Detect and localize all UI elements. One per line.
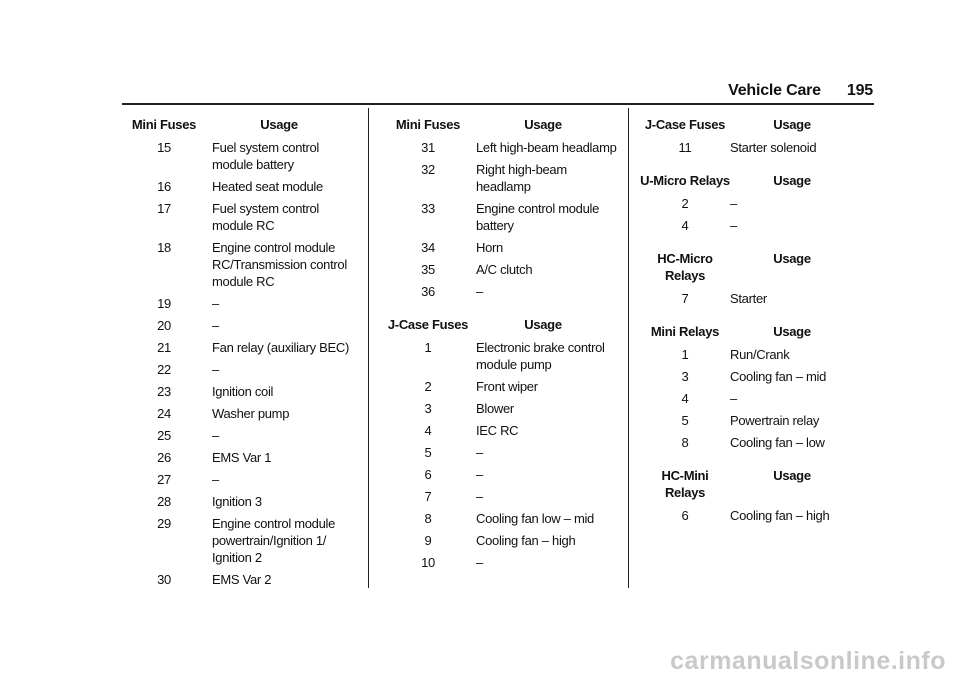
header-number-label: U-Micro Relays [640,173,730,188]
table-row [640,434,870,451]
fuse-number: 8 [681,435,689,450]
fuse-number: 2 [681,196,689,211]
fuse-usage: – [212,318,219,333]
fuse-table [640,467,870,524]
fuse-usage: – [476,284,483,299]
fuse-number: 7 [681,291,689,306]
fuse-usage: Engine control module powertrain/Ignition 1/ Ignition 2 [212,516,336,565]
table-row [380,239,620,256]
fuse-usage: EMS Var 2 [212,572,272,587]
header-usage-label: Usage [773,251,811,266]
table-row [116,239,356,290]
fuse-number: 1 [681,347,689,362]
fuse-usage: Fan relay (auxiliary BEC) [212,340,349,355]
table-header [380,116,620,133]
column-1 [116,116,356,604]
fuse-number: 30 [157,572,171,587]
table-row [380,422,620,439]
fuse-number: 29 [157,516,171,531]
fuse-usage: – [730,218,737,233]
header-usage-label: Usage [524,117,562,132]
fuse-number: 11 [678,140,692,155]
fuse-number: 24 [157,406,171,421]
table-row [640,346,870,363]
table-row [380,466,620,483]
fuse-usage: – [476,555,483,570]
header-number-label: J-Case Fuses [644,117,726,132]
fuse-usage: Engine control module RC/Transmission control module RC [212,240,347,289]
fuse-number: 5 [424,445,432,460]
fuse-usage: Ignition coil [212,384,274,399]
header-usage-label: Usage [773,117,811,132]
table-row [640,368,870,385]
table-row [116,178,356,195]
fuse-number: 6 [681,508,689,523]
fuse-usage: Cooling fan low – mid [476,511,594,526]
fuse-table [640,250,870,307]
fuse-usage: Engine control module battery [476,201,600,233]
header-number-label: Mini Fuses [131,117,197,132]
fuse-number: 4 [681,391,689,406]
page-header [728,82,873,100]
fuse-usage: – [476,445,483,460]
fuse-table [640,323,870,451]
header-number-label: Mini Fuses [395,117,461,132]
fuse-table [640,116,870,156]
fuse-usage: Washer pump [212,406,290,421]
fuse-usage: Left high-beam headlamp [476,140,617,155]
table-row [640,412,870,429]
fuse-number: 15 [157,140,171,155]
fuse-number: 28 [157,494,171,509]
header-usage-label: Usage [773,173,811,188]
header-number-label: J-Case Fuses [387,317,469,332]
table-row [116,383,356,400]
fuse-number: 3 [681,369,689,384]
fuse-number: 36 [421,284,435,299]
fuse-number: 1 [424,340,432,355]
header-usage-label: Usage [773,324,811,339]
column-divider-2 [628,108,629,588]
table-header [116,116,356,133]
fuse-usage: IEC RC [476,423,519,438]
fuse-usage: Run/Crank [730,347,790,362]
header-usage-label: Usage [260,117,298,132]
fuse-table [380,316,620,571]
header-number-label: HC-Mini Relays [661,468,709,500]
fuse-number: 3 [424,401,432,416]
fuse-number: 22 [157,362,171,377]
table-header [640,172,870,189]
table-row [116,139,356,173]
fuse-usage: – [212,472,219,487]
table-row [116,515,356,566]
table-row [116,200,356,234]
fuse-number: 33 [421,201,435,216]
fuse-usage: A/C clutch [476,262,533,277]
fuse-usage: Powertrain relay [730,413,820,428]
fuse-usage: Electronic brake control module pump [476,340,605,372]
table-row [380,554,620,571]
fuse-usage: Cooling fan – low [730,435,825,450]
table-row [380,532,620,549]
table-row [380,261,620,278]
fuse-number: 23 [157,384,171,399]
table-header [640,250,870,284]
fuse-usage: Heated seat module [212,179,323,194]
fuse-number: 26 [157,450,171,465]
table-row [116,317,356,334]
fuse-usage: EMS Var 1 [212,450,272,465]
table-row [640,507,870,524]
fuse-number: 32 [421,162,435,177]
fuse-usage: – [730,391,737,406]
column-divider-1 [368,108,369,588]
table-row [116,571,356,588]
fuse-usage: Front wiper [476,379,538,394]
fuse-usage: – [212,296,219,311]
column-3 [640,116,870,540]
table-row [116,295,356,312]
fuse-number: 19 [157,296,171,311]
fuse-number: 2 [424,379,432,394]
column-2 [380,116,620,587]
table-row [116,427,356,444]
fuse-table [380,116,620,300]
table-header [640,323,870,340]
fuse-number: 8 [424,511,432,526]
fuse-usage: Right high-beam headlamp [476,162,567,194]
section-title: Vehicle Care [728,82,821,99]
fuse-number: 35 [421,262,435,277]
table-row [116,361,356,378]
table-row [116,471,356,488]
header-rule [122,103,874,105]
fuse-number: 31 [421,140,435,155]
fuse-number: 21 [157,340,171,355]
fuse-usage: Blower [476,401,514,416]
fuse-number: 16 [157,179,171,194]
page-number: 195 [846,82,873,99]
fuse-usage: Fuel system control module RC [212,201,320,233]
table-row [640,217,870,234]
table-row [116,339,356,356]
table-header [640,467,870,501]
fuse-usage: Horn [476,240,503,255]
fuse-usage: Ignition 3 [212,494,262,509]
fuse-number: 5 [681,413,689,428]
fuse-usage: Cooling fan – mid [730,369,827,384]
header-number-label: HC-Micro Relays [657,251,713,283]
fuse-usage: Starter [730,291,767,306]
fuse-usage: – [212,428,219,443]
table-row [380,339,620,373]
fuse-number: 34 [421,240,435,255]
table-row [380,400,620,417]
table-row [380,488,620,505]
table-row [116,405,356,422]
watermark: carmanualsonline.info [670,647,946,675]
fuse-usage: – [730,196,737,211]
fuse-number: 27 [157,472,171,487]
table-row [380,283,620,300]
fuse-table [116,116,356,588]
fuse-number: 4 [681,218,689,233]
header-usage-label: Usage [524,317,562,332]
table-row [380,444,620,461]
fuse-number: 20 [157,318,171,333]
table-row [380,378,620,395]
fuse-number: 6 [424,467,432,482]
table-row [640,139,870,156]
fuse-usage: Cooling fan – high [730,508,830,523]
fuse-usage: – [476,467,483,482]
fuse-usage: Starter solenoid [730,140,817,155]
table-row [116,449,356,466]
fuse-table [640,172,870,234]
fuse-number: 9 [424,533,432,548]
table-row [640,390,870,407]
fuse-usage: Fuel system control module battery [212,140,320,172]
header-number-label: Mini Relays [650,324,720,339]
table-row [116,493,356,510]
fuse-number: 18 [157,240,171,255]
fuse-usage: – [212,362,219,377]
fuse-number: 17 [157,201,171,216]
table-header [640,116,870,133]
fuse-usage: Cooling fan – high [476,533,576,548]
header-usage-label: Usage [773,468,811,483]
fuse-number: 10 [421,555,435,570]
table-row [380,139,620,156]
table-row [380,510,620,527]
fuse-number: 7 [424,489,432,504]
table-row [640,290,870,307]
fuse-usage: – [476,489,483,504]
fuse-number: 25 [157,428,171,443]
table-header [380,316,620,333]
table-row [380,161,620,195]
table-row [380,200,620,234]
fuse-number: 4 [424,423,432,438]
table-row [640,195,870,212]
